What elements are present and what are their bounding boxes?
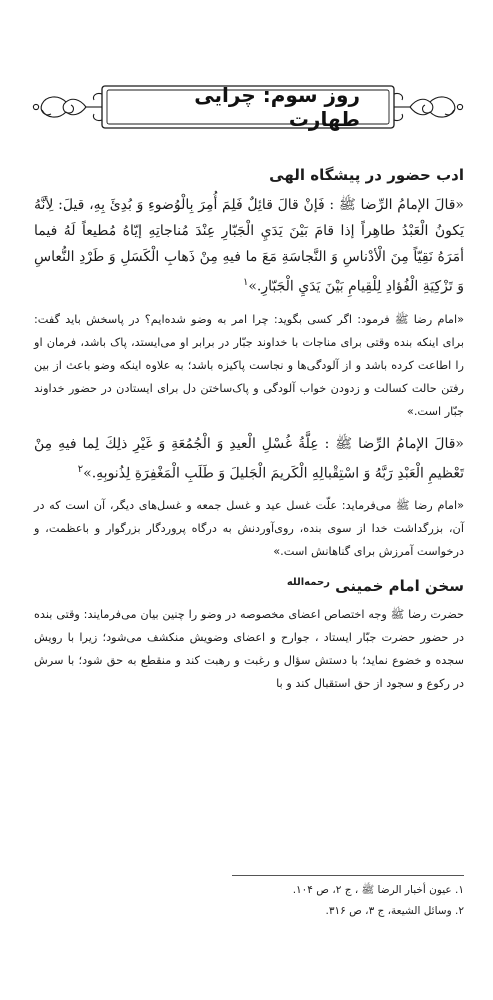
section2-body: حضرت رضا ﷺ وجه اختصاص اعضای مخصوصه در وضو را چنین بیان می‌فرمایند: وقتی بنده در حضور حضرت جبّار ایستاد ، جوارح و اعضای وضویش منکشف می‌شود؛ زیرا با رویش سجده و خضوع نماید؛ با دستش سؤال و رغبت و رهبت کند و منقطع به حق شود؛ با سرش در رکوع و سجود از حق استقبال کند و با (34, 608, 464, 691)
footnote-1: ۱. عیون أخبار الرضا ﷺ ، ج ۲، ص ۱۰۴. (292, 884, 464, 896)
footnote-divider (232, 875, 464, 876)
section-heading-2-text: سخن امام خمینی (335, 577, 464, 596)
chapter-title: روز سوم: چرایی طهارت (194, 83, 360, 131)
hadith-arabic-1 (34, 192, 464, 300)
hadith-arabic-1-text: «قالَ الإمامُ الرِّضا ﷺ : فَإنْ قالَ قائِلٌ فَلِمَ أُمِرَ بِالْوُضوءِ وَ بُدِئَ بِهِ، قيلَ: لِأنَّهُ يَكونُ الْعَبْدُ طاهِراً إذا قامَ بَيْنَ يَدَيِ الْجَبّارِ عِنْدَ مُناجاتِهِ إيّاهُ مُطيعاً لَهُ فيما أمَرَهُ نَقِيّاً مِنَ الْأدْناسِ وَ النَّجاسَةِ مَعَ ما فيهِ مِنْ ذَهابِ الْكَسَلِ وَ طَرْدِ النُّعاسِ وَ تَزْكِيَةِ الْفُؤادِ لِلْقِيامِ بَيْنَ يَدَيِ الْجَبّارِ.» (34, 197, 464, 295)
hadith-translation-1: «امام رضا ﷺ فرمود: اگر کسی بگوید: چرا امر به وضو شده‌ایم؟ در پاسخش باید گفت: برای اینکه بنده وقتی برای مناجات با خداوند جبّار در برابر او می‌ایستد، پاک باشد، فرمان او را اطاعت کرده باشد و از آلودگی‌ها و نجاست پاکیزه باشد؛ به علاوه اینکه وضو باعث از بین رفتن حالت کسالت و زدودن خواب آلودگی و پاک‌ساختن دل برای ایستادن در حضور خداوند جبّار است.» (34, 312, 464, 418)
chapter-banner (30, 82, 465, 132)
hadith-arabic-2-text: «قالَ الإمامُ الرِّضا ﷺ : عِلَّةُ غُسْلِ الْعيدِ وَ الْجُمُعَةِ وَ غَيْرِ ذلِكَ لِما فيهِ مِنْ تَعْظيمِ الْعَبْدِ رَبَّهُ وَ اسْتِقْبالِهِ الْكَريمَ الْجَليلَ وَ طَلَبِ الْمَغْفِرَةِ لِذُنوبِهِ.» (34, 435, 464, 482)
footnote-2: ۲. وسائل الشیعة، ج ۳، ص ۳۱۶. (325, 905, 464, 917)
section-heading: ادب حضور در پیشگاه الهی (269, 166, 464, 184)
honorific: رحمه‌الله (286, 577, 330, 589)
footnote-marker-2: ۲ (77, 463, 84, 475)
hadith-translation-2: «امام رضا ﷺ می‌فرماید: علّت غسل عید و غسل جمعه و غسل‌های دیگر، آن است که در آن، بزرگداشت خدا از سوی بنده، روی‌آوردنش به درگاه پروردگار بزرگوار و باعظمت، و درخواست آمرزش برای گناهانش است.» (34, 499, 464, 559)
hadith-arabic-2 (34, 431, 464, 487)
footnotes (34, 880, 464, 922)
section-heading-2 (34, 573, 464, 596)
page-body (34, 165, 464, 703)
footnote-marker-1: ۱ (242, 277, 249, 288)
